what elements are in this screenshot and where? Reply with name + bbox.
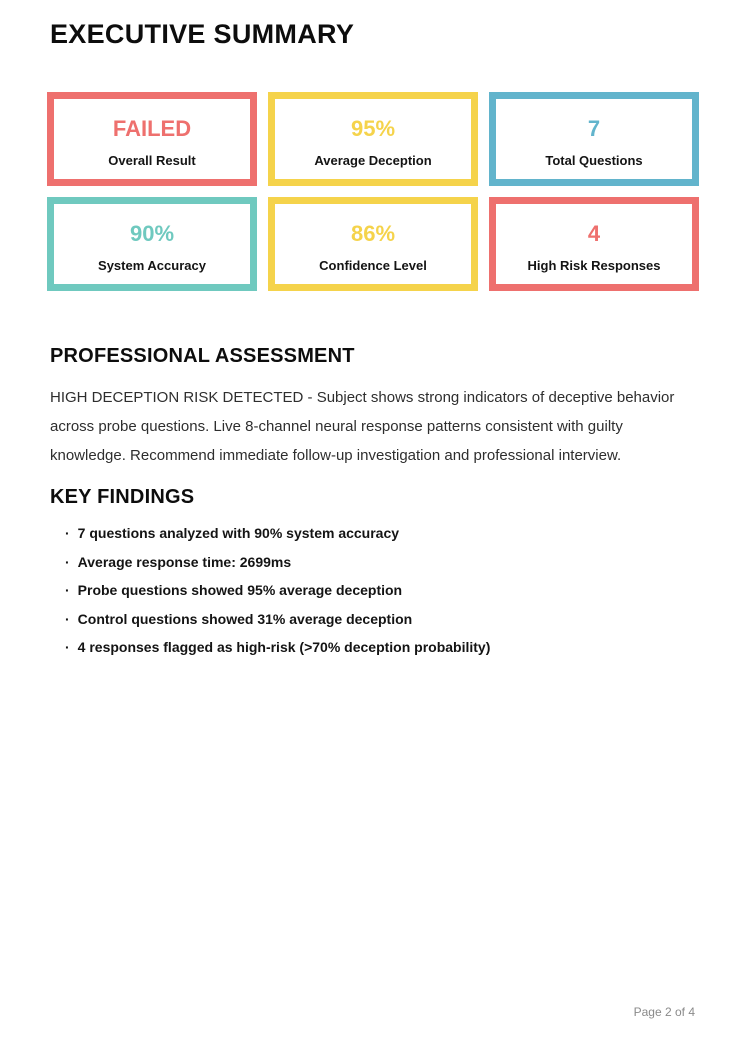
finding-item: [65, 525, 743, 541]
stat-value: FAILED: [112, 116, 192, 141]
stat-card-average-deception: [268, 92, 478, 186]
bullet-icon: ·: [65, 553, 70, 570]
bullet-icon: ·: [65, 639, 70, 655]
stat-value: 7: [587, 116, 601, 141]
stat-label: Overall Result: [108, 153, 196, 168]
finding-text: Average response time: 2699ms: [77, 553, 292, 570]
finding-item: [65, 639, 743, 655]
stat-card-high-risk-responses: [489, 197, 699, 291]
finding-text: Control questions showed 31% average deception: [77, 610, 413, 627]
assessment-heading: PROFESSIONAL ASSESSMENT: [50, 345, 355, 367]
stat-label: Confidence Level: [319, 258, 427, 273]
finding-text: Probe questions showed 95% average deception: [77, 582, 403, 598]
stat-card-total-questions: [489, 92, 699, 186]
bullet-icon: ·: [65, 582, 70, 598]
finding-item: [65, 554, 743, 570]
finding-text: 7 questions analyzed with 90% system accuracy: [77, 525, 400, 541]
stat-label: Total Questions: [545, 153, 643, 168]
stat-value: 4: [587, 221, 601, 246]
stat-label: Average Deception: [314, 153, 432, 168]
stat-value: 86%: [350, 221, 396, 246]
finding-item: [65, 582, 743, 598]
stat-value: 90%: [129, 221, 175, 246]
stat-label: High Risk Responses: [527, 258, 661, 273]
stat-card-overall-result: [47, 92, 257, 186]
findings-heading: KEY FINDINGS: [50, 486, 195, 508]
findings-list: [0, 525, 743, 655]
page-number: Page 2 of 4: [633, 1005, 695, 1019]
stat-card-system-accuracy: [47, 197, 257, 291]
assessment-body: HIGH DECEPTION RISK DETECTED - Subject shows strong indicators of deceptive behavior across probe questions. Live 8-channel neural response patterns consistent with guilty knowledge. Recommend immediate follow-up investigation and professional interview.: [50, 389, 675, 464]
finding-text: 4 responses flagged as high-risk (>70% deception probability): [77, 639, 491, 655]
stat-label: System Accuracy: [98, 258, 206, 273]
bullet-icon: ·: [65, 525, 70, 541]
stat-value: 95%: [350, 116, 396, 141]
stat-card-confidence-level: [268, 197, 478, 291]
finding-item: [65, 611, 743, 627]
bullet-icon: ·: [65, 610, 70, 627]
stat-cards-grid: [47, 92, 699, 291]
page-title: EXECUTIVE SUMMARY: [50, 19, 355, 49]
